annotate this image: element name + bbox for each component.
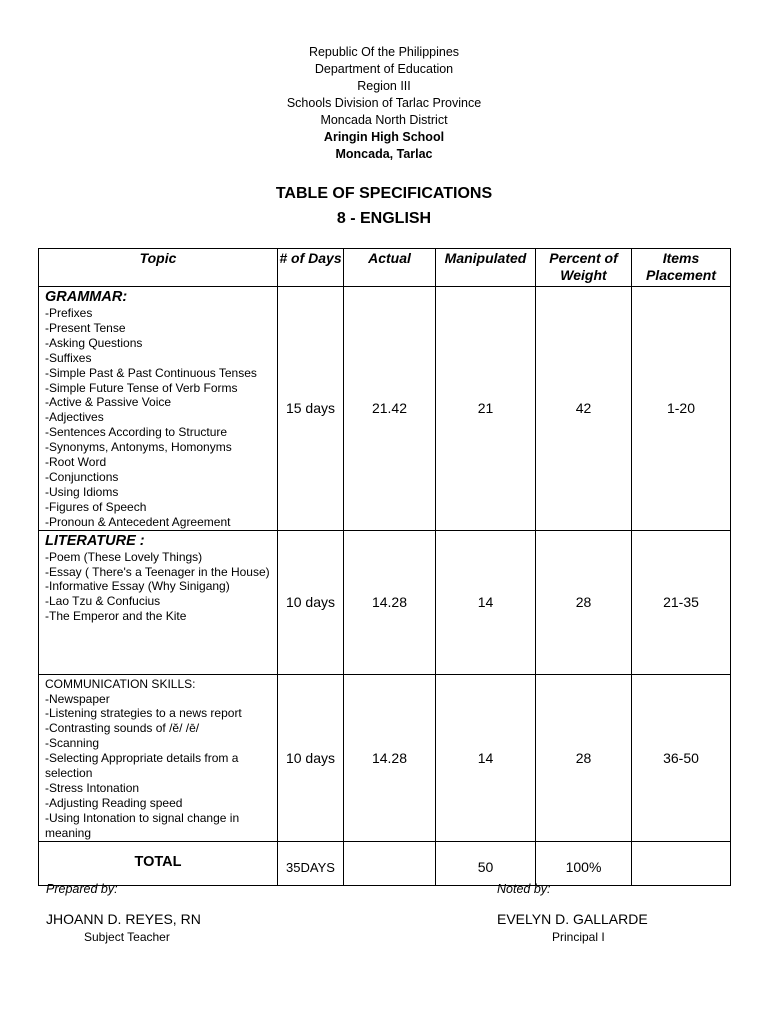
actual-cell: 21.42 — [344, 287, 436, 531]
header-manipulated: Manipulated — [436, 249, 536, 287]
topic-item: -Stress Intonation — [45, 780, 140, 795]
topic-item: -Contrasting sounds of /ĕ/ /ē/ — [45, 721, 200, 736]
topic-item: -Using Idioms — [45, 484, 119, 499]
topic-item: -Suffixes — [45, 350, 92, 365]
topic-item: -Listening strategies to a news report — [45, 706, 242, 721]
letterhead — [0, 44, 768, 163]
topic-item: -Root Word — [45, 455, 107, 470]
total-days-cell: 35DAYS — [278, 841, 344, 885]
manipulated-cell: 21 — [436, 287, 536, 531]
letterhead-division: Schools Division of Tarlac Province — [286, 96, 482, 110]
topic-item: -Lao Tzu & Confucius — [45, 594, 161, 609]
total-manipulated-cell: 50 — [436, 841, 536, 885]
topic-item: -Using Intonation to signal change in meaning — [45, 810, 240, 840]
table-header-row — [39, 249, 731, 287]
manipulated-cell: 14 — [436, 530, 536, 674]
topic-item: -Adjusting Reading speed — [45, 795, 183, 810]
noted-by-name: EVELYN D. GALLARDE — [497, 911, 648, 927]
table-row — [39, 287, 731, 531]
letterhead-department: Department of Education — [314, 62, 454, 76]
noted-by-label: Noted by: — [497, 882, 551, 896]
manipulated-cell: 14 — [436, 674, 536, 841]
topic-item: -Adjectives — [45, 410, 104, 425]
header-actual: Actual — [344, 249, 436, 287]
topic-item: -Present Tense — [45, 320, 126, 335]
topic-item: -Asking Questions — [45, 335, 143, 350]
placement-cell: 21-35 — [632, 530, 731, 674]
actual-cell: 14.28 — [344, 530, 436, 674]
prepared-by-name: JHOANN D. REYES, RN — [46, 911, 201, 927]
school-name: Aringin High School — [323, 130, 445, 144]
topic-item: -Figures of Speech — [45, 499, 147, 514]
days-cell: 15 days — [278, 287, 344, 531]
header-topic: Topic — [39, 249, 278, 287]
topic-item: -Newspaper — [45, 691, 110, 706]
days-cell: 10 days — [278, 674, 344, 841]
topic-cell — [39, 287, 278, 531]
letterhead-republic: Republic Of the Philippines — [308, 45, 460, 59]
weight-cell: 42 — [536, 287, 632, 531]
header-placement: Items Placement — [632, 249, 731, 287]
total-placement-cell — [632, 841, 731, 885]
table-row — [39, 530, 731, 674]
prepared-by-label: Prepared by: — [46, 882, 118, 896]
total-weight-cell: 100% — [536, 841, 632, 885]
actual-cell: 14.28 — [344, 674, 436, 841]
placement-cell: 36-50 — [632, 674, 731, 841]
weight-cell: 28 — [536, 530, 632, 674]
topic-item: -Informative Essay (Why Sinigang) — [45, 579, 230, 594]
weight-cell: 28 — [536, 674, 632, 841]
section-title: GRAMMAR: — [45, 289, 128, 305]
total-row — [39, 841, 731, 885]
topic-item: -Simple Future Tense of Verb Forms — [45, 380, 238, 395]
header-days: # of Days — [278, 249, 344, 287]
title-subject: 8 - ENGLISH — [336, 210, 432, 227]
total-label: TOTAL — [39, 841, 278, 885]
table-row — [39, 674, 731, 841]
document-title — [0, 181, 768, 231]
topic-item: -Conjunctions — [45, 469, 119, 484]
topic-item: -Simple Past & Past Continuous Tenses — [45, 365, 257, 380]
topic-item: -Active & Passive Voice — [45, 395, 172, 410]
specifications-table — [38, 248, 731, 886]
prepared-by-role: Subject Teacher — [84, 930, 170, 944]
topic-item: -Prefixes — [45, 306, 93, 320]
letterhead-region: Region III — [357, 79, 411, 93]
topic-cell — [39, 674, 278, 841]
topic-item: -Scanning — [45, 736, 100, 751]
topic-item: -Selecting Appropriate details from a selection — [45, 751, 239, 781]
school-location: Moncada, Tarlac — [335, 147, 433, 161]
topic-item: -Poem (These Lovely Things) — [45, 549, 203, 564]
letterhead-district: Moncada North District — [320, 113, 448, 127]
noted-by-role: Principal I — [552, 930, 605, 944]
topic-item: -The Emperor and the Kite — [45, 609, 187, 624]
days-cell: 10 days — [278, 530, 344, 674]
header-weight: Percent of Weight — [536, 249, 632, 287]
topic-item: -Essay ( There's a Teenager in the House) — [45, 564, 270, 579]
placement-cell: 1-20 — [632, 287, 731, 531]
topic-item: -Pronoun & Antecedent Agreement — [45, 514, 231, 529]
title-main: TABLE OF SPECIFICATIONS — [275, 185, 493, 202]
section-title: COMMUNICATION SKILLS: — [45, 676, 196, 691]
topic-item: -Sentences According to Structure — [45, 425, 228, 440]
total-actual-cell — [344, 841, 436, 885]
topic-cell — [39, 530, 278, 674]
section-title: LITERATURE : — [45, 532, 145, 549]
topic-item: -Synonyms, Antonyms, Homonyms — [45, 440, 232, 455]
